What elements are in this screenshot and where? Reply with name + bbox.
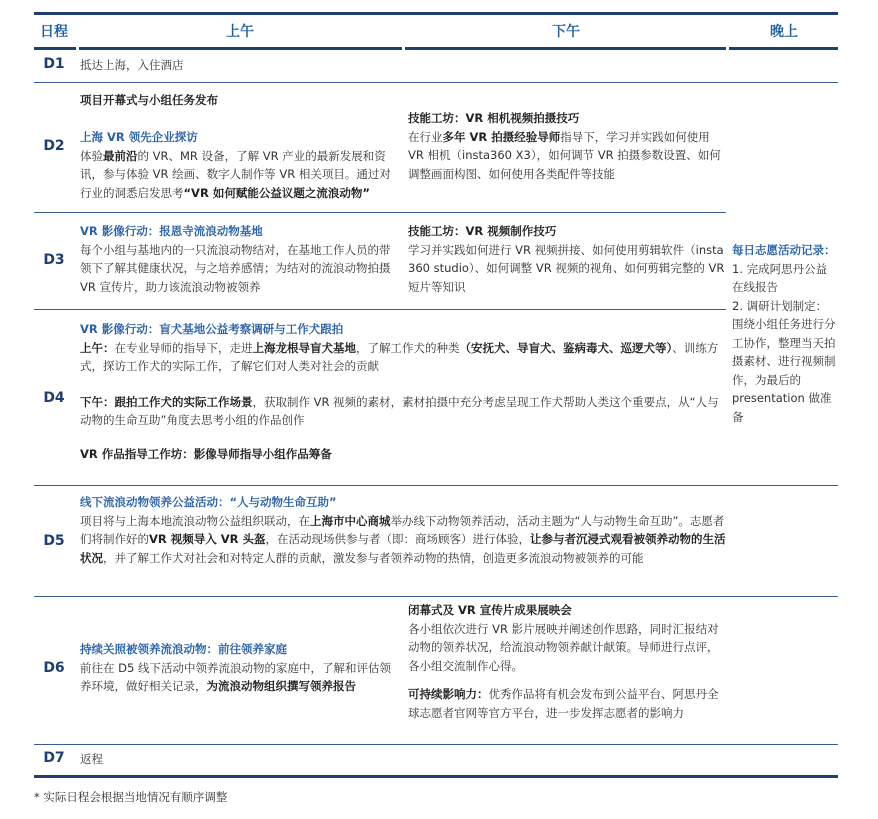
d3-morning-title: VR 影像行动：报恩寺流浪动物基地 — [80, 224, 263, 238]
table-top-rule — [34, 12, 838, 15]
evening-title: 每日志愿活动记录： — [732, 243, 836, 257]
d2-afternoon-block — [408, 109, 726, 183]
d5-title: 线下流浪动物领养公益活动：“人与动物生命互助” — [80, 495, 337, 509]
d4-afternoon-text: 下午：跟拍工作犬的实际工作场景，获取制作 VR 视频的素材，素材拍摄中充分考虑呈现工作犬帮助人类这个重要点，从“人与动物的生命互助”角度去思考小组的作品创作 — [80, 394, 719, 427]
d2-afternoon-text: 在行业多年 VR 拍摄经验导师指导下，学习并实践如何使用 VR 相机（insta360 X3），如何调节 VR 拍摄参数设置、如何调整画面构图、如何使用各类配件等技能 — [408, 129, 721, 181]
header-rule-evening — [729, 47, 838, 50]
d2-morning-title: 上海 VR 领先企业探访 — [80, 130, 198, 144]
d6-afternoon-impact: 可持续影响力：优秀作品将有机会发布到公益平台、阿思丹全球志愿者官网等官方平台，进一步发挥志愿者的影响力 — [408, 687, 719, 720]
evening-item-2: 2. 调研计划制定：围绕小组任务进行分工协作，整理当天拍摄素材、进行视频制作，为最后的 presentation 做准备 — [732, 298, 836, 424]
header-morning: 上午 — [226, 24, 254, 40]
evening-item-1: 1. 完成阿思丹公益在线报告 — [732, 261, 828, 294]
d6-morning-text: 前往在 D5 线下活动中领养流浪动物的家庭中，了解和评估领养环境，做好相关记录，为流浪动物组织撰写领养报告 — [80, 660, 391, 693]
footnote: * 实际日程会根据当地情况有顺序调整 — [34, 790, 228, 804]
day-label-d7: D7 — [43, 750, 65, 766]
rule-d6-bottom — [34, 744, 838, 745]
day-label-d3: D3 — [43, 252, 65, 268]
header-rule-schedule — [34, 47, 76, 50]
d1-text: 抵达上海，入住酒店 — [80, 58, 184, 72]
evening-block — [732, 241, 838, 426]
rule-d4-bottom — [34, 485, 838, 486]
d4-workshop: VR 作品指导工作坊：影像导师指导小组作品筹备 — [80, 446, 332, 461]
d3-morning-text: 每个小组与基地内的一只流浪动物结对，在基地工作人员的带领下了解其健康状况，与之培养感情；为结对的流浪动物拍摄 VR 宣传片，助力该流浪动物被领养 — [80, 242, 391, 294]
d3-afternoon-block — [408, 222, 726, 296]
d2-afternoon-title: 技能工坊：VR 相机视频拍摄技巧 — [408, 111, 580, 125]
d3-morning-block — [80, 222, 398, 296]
d6-morning-block — [80, 640, 398, 696]
d5-text: 项目将与上海本地流浪动物公益组织联动，在上海市中心商城举办线下动物领养活动，活动主题为“人与动物生命互助”。志愿者们将制作好的VR 视频导入 VR 头盔，在活动现场供参与者（即：商场顾客）进行体验，让参与者沉浸式观看被领养动物的生活状况，并了解工作犬对社会和对特定人群的贡献，激发参与者领养动物的热情，创造更多流浪动物被领养的可能 — [80, 513, 726, 565]
d7-text: 返程 — [80, 752, 103, 766]
day-label-d1: D1 — [43, 56, 65, 72]
d2-opening: 项目开幕式与小组任务发布 — [80, 93, 218, 107]
d4-title: VR 影像行动：盲犬基地公益考察调研与工作犬跟拍 — [80, 322, 344, 336]
day-label-d6: D6 — [43, 660, 65, 676]
d4-morning-text: 上午：在专业导师的指导下，走进上海龙根导盲犬基地，了解工作犬的种类（安抚犬、导盲犬、鉴病毒犬、巡逻犬等）、训练方式，探访工作犬的实际工作，了解它们对人类对社会的贡献 — [80, 340, 719, 373]
day-label-d2: D2 — [43, 138, 65, 154]
day-label-d5: D5 — [43, 533, 65, 549]
header-afternoon: 下午 — [552, 24, 580, 40]
d5-block — [80, 493, 726, 567]
d6-afternoon-block — [408, 601, 726, 722]
d6-morning-title: 持续关照被领养流浪动物：前往领养家庭 — [80, 642, 287, 656]
d3-afternoon-text: 学习并实践如何进行 VR 视频拼接、如何使用剪辑软件（insta 360 studio）、如何调整 VR 视频的视角、如何剪辑完整的 VR 短片等知识 — [408, 242, 725, 294]
day-label-d4: D4 — [43, 390, 65, 406]
d2-morning-block — [80, 128, 398, 202]
d6-afternoon-text: 各小组依次进行 VR 影片展映并阐述创作思路，同时汇报结对动物的领养状况，给流浪动物领养献计献策。导师进行点评，各小组交流制作心得。 — [408, 621, 719, 673]
header-rule-morning — [79, 47, 402, 50]
d4-block — [80, 320, 725, 463]
table-bottom-rule — [34, 775, 838, 778]
header-rule-afternoon — [405, 47, 726, 50]
header-evening: 晚上 — [770, 24, 798, 40]
d2-morning-text: 体验最前沿的 VR、MR 设备，了解 VR 产业的最新发展和资讯，参与体验 VR 绘画、数字人制作等 VR 相关项目。通过对行业的洞悉启发思考“VR 如何赋能公益议题之流浪动物” — [80, 148, 391, 200]
d3-afternoon-title: 技能工坊：VR 视频制作技巧 — [408, 224, 557, 238]
rule-d2-bottom — [34, 212, 726, 213]
rule-d5-bottom — [34, 596, 838, 597]
d6-afternoon-title: 闭幕式及 VR 宣传片成果展映会 — [408, 603, 572, 617]
rule-d3-bottom — [34, 309, 726, 310]
header-schedule: 日程 — [40, 24, 68, 40]
rule-d1-bottom — [34, 82, 838, 83]
